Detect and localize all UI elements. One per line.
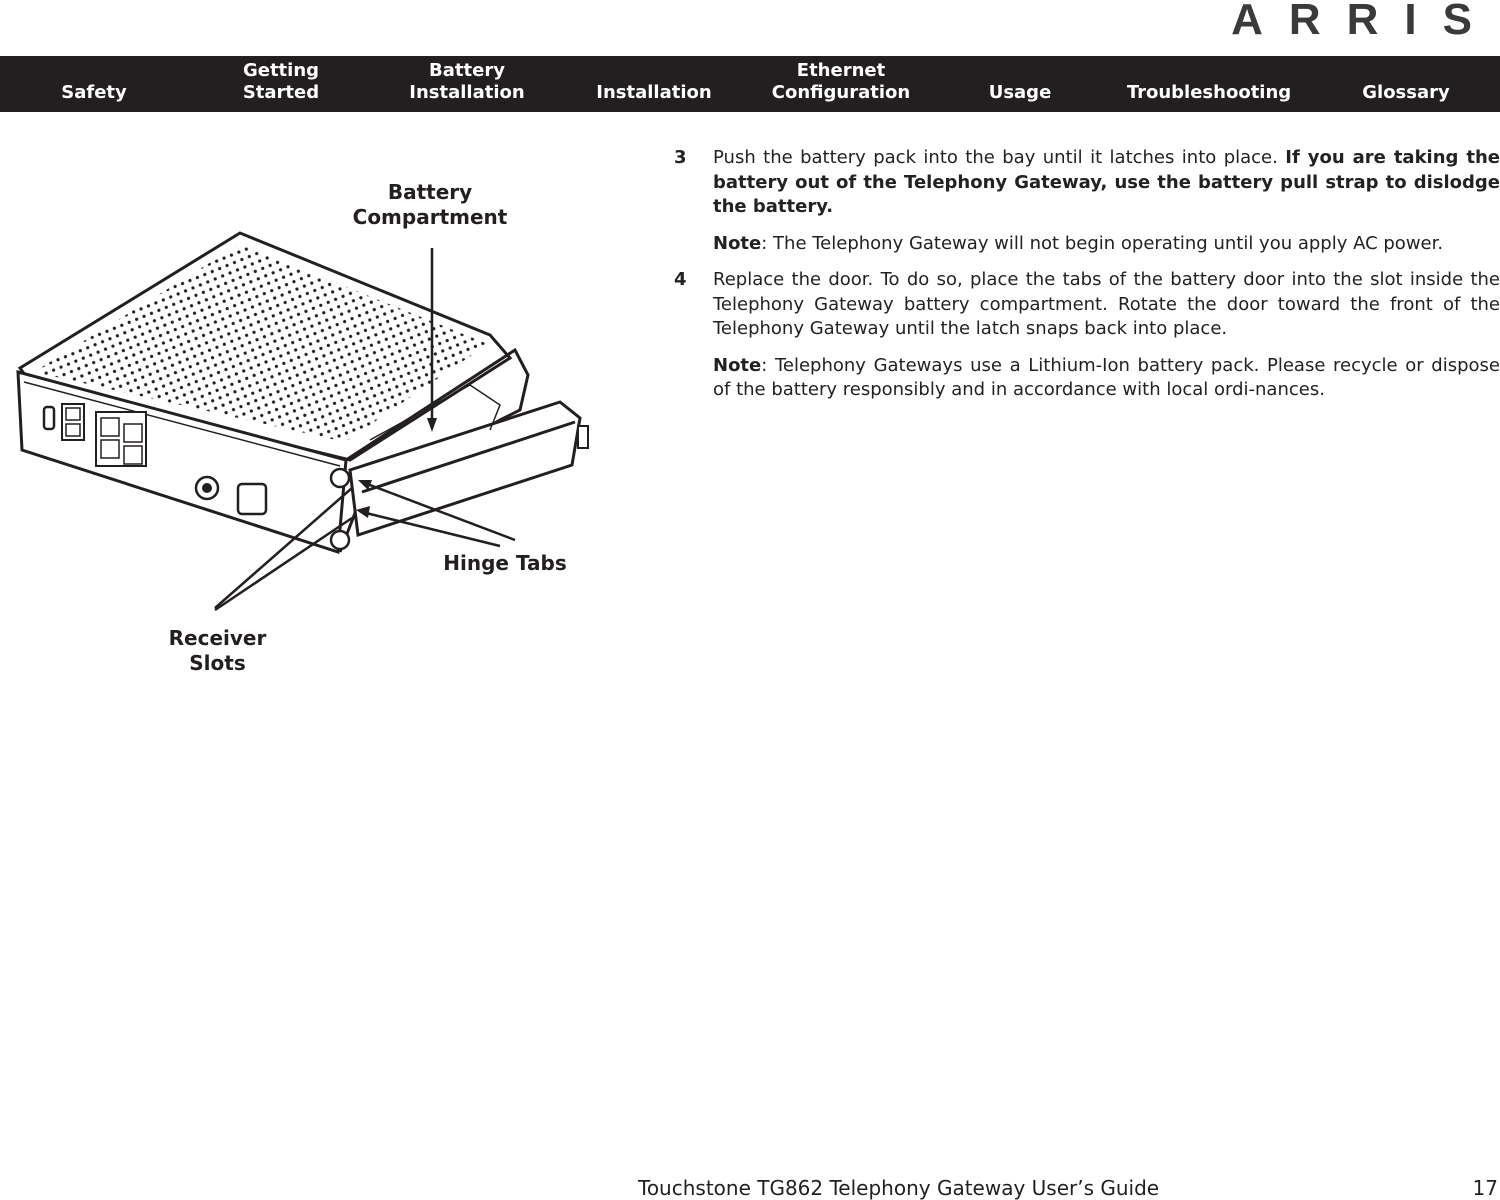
note-label: Note xyxy=(713,232,762,254)
step-3-warning: If you are taking the battery out of the Telephony Gateway, use the battery pull strap to dislodge the battery. xyxy=(713,147,1500,217)
step-3 xyxy=(674,146,1500,220)
gateway-illustration xyxy=(0,120,620,690)
nav-ethernet-configuration[interactable]: Ethernet Configuration xyxy=(771,60,911,103)
step-number: 4 xyxy=(674,269,687,290)
note-text: : Telephony Gateways use a Lithium-Ion battery pack. Please recycle or dispose of the battery responsibly and in accordance with local ordi-nances. xyxy=(713,354,1500,400)
step-3-note xyxy=(713,232,1500,257)
nav-glossary[interactable]: Glossary xyxy=(1362,82,1450,103)
nav-installation[interactable]: Installation xyxy=(596,82,712,103)
step-4 xyxy=(674,268,1500,342)
nav-getting-started[interactable]: Getting Started xyxy=(242,60,320,103)
step-text: Replace the door. To do so, place the tabs of the battery door into the slot inside the Telephony Gateway battery compartment. Rotate the door toward the front of the Telephony Gateway until the latch snaps back into place. xyxy=(713,269,1500,339)
step-3-instruction: Push the battery pack into the bay until it latches into place. xyxy=(713,147,1286,168)
arris-logo: ARRIS xyxy=(1231,0,1498,44)
label-battery-compartment: Battery Compartment xyxy=(352,180,508,229)
chapter-nav xyxy=(0,56,1500,112)
label-receiver-slots: Receiver Slots xyxy=(168,626,267,675)
footer-guide-title: Touchstone TG862 Telephony Gateway User’s Guide xyxy=(638,1176,1160,1200)
note-text: : The Telephony Gateway will not begin operating until you apply AC power. xyxy=(761,232,1444,254)
label-hinge-tabs: Hinge Tabs xyxy=(443,551,567,575)
nav-battery-installation[interactable]: Battery Installation xyxy=(409,60,525,103)
step-4-note xyxy=(713,354,1500,403)
battery-door-figure xyxy=(0,120,620,690)
page-number: 17 xyxy=(1472,1176,1498,1200)
step-number: 3 xyxy=(674,147,687,168)
nav-usage[interactable]: Usage xyxy=(988,82,1052,103)
nav-safety[interactable]: Safety xyxy=(61,82,127,103)
step-text xyxy=(713,146,1500,220)
note-label: Note xyxy=(713,354,762,376)
nav-troubleshooting[interactable]: Troubleshooting xyxy=(1126,82,1292,103)
instruction-text xyxy=(674,146,1500,415)
